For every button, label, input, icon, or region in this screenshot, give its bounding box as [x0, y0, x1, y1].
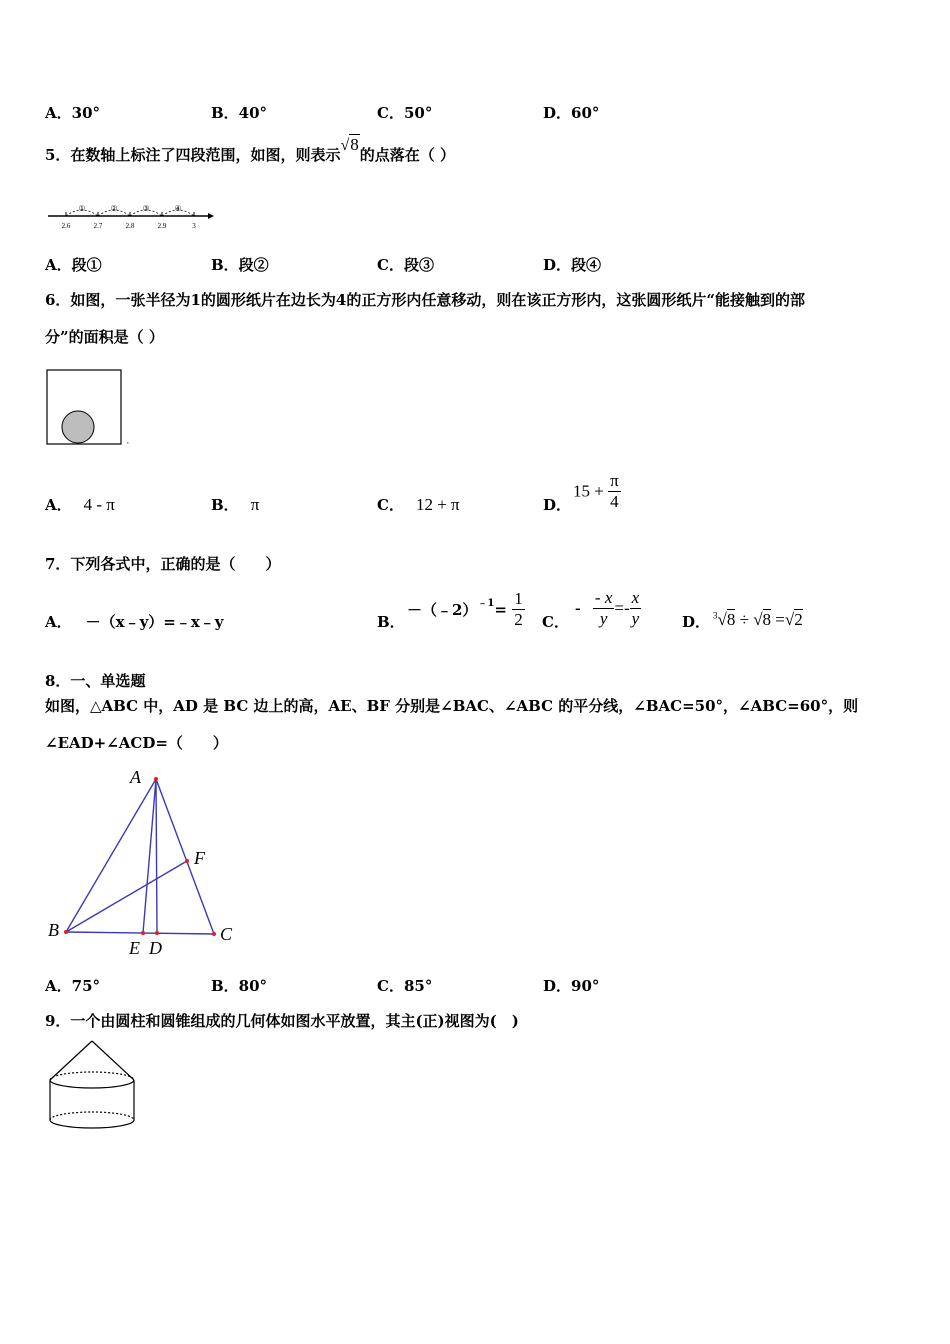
q7-option-c-numerator-2: x — [631, 588, 640, 607]
q4-option-a: A．30° — [45, 104, 101, 122]
q7-option-d-radicand-1: 8 — [726, 610, 736, 629]
q8-stem-line1: 如图，△ABC 中，AD 是 BC 边上的高，AE、BF 分别是∠BAC、∠ABC 的平分线，∠BAC=50°，∠ABC=60°，则 — [45, 697, 859, 715]
q6-option-d-numerator: π — [610, 471, 619, 490]
q7-option-b-label: B． — [377, 613, 405, 631]
q5-stem-before: 5．在数轴上标注了四段范围，如图，则表示 — [45, 146, 341, 164]
q8-point-a — [154, 777, 158, 781]
q7-option-b-expr — [407, 589, 525, 630]
q7-option-a-expr: －（x﹣y）=﹣x﹣y — [85, 613, 224, 631]
q8-point-e — [141, 931, 145, 935]
q7-option-b-denominator: 2 — [514, 610, 523, 629]
q5-tick-label-1: 2.6 — [61, 222, 71, 230]
q8-label-a: A — [130, 767, 141, 787]
q7-option-d-equals: = — [775, 610, 785, 629]
q4-option-b: B．40° — [211, 104, 268, 122]
q6-option-b-expr: π — [250, 495, 260, 514]
q9-cone-cylinder-figure — [46, 1038, 140, 1134]
q7-option-d-expr: $^3$√8 ÷ √8 =√2 — [713, 610, 803, 629]
q5-radical: √8 — [340, 135, 359, 154]
q7-option-c-equals: =- — [614, 598, 630, 618]
q6-option-d-whole: 15 + — [573, 481, 604, 501]
q8-option-b: B．80° — [211, 977, 268, 995]
q8-option-d: D．90° — [543, 977, 600, 995]
q5-segment-mark-4: ④ — [174, 204, 182, 213]
q5-stem — [45, 135, 455, 165]
q8-label-d: D — [149, 938, 162, 958]
q6-option-b — [211, 494, 259, 515]
q5-option-c: C．段③ — [377, 256, 434, 274]
q5-segment-mark-1: ① — [78, 204, 86, 213]
q6-circle-paper — [62, 411, 94, 443]
q8-point-f — [185, 859, 189, 863]
q7-option-d-label: D． — [682, 613, 711, 631]
q7-stem: 7．下列各式中，正确的是（ ） — [45, 555, 281, 573]
q7-option-b-numerator: 1 — [514, 589, 523, 608]
q5-tick-label-4: 2.9 — [157, 222, 167, 230]
q8-heading: 8．一、单选题 — [45, 672, 146, 690]
q7-option-a — [45, 611, 224, 632]
q7-option-c-denominator-2: y — [631, 609, 640, 628]
q7-option-b-exponent: ﹣1 — [477, 597, 495, 609]
q6-option-a — [45, 494, 115, 515]
q8-triangle-figure — [44, 764, 244, 960]
q7-option-a-label: A． — [45, 613, 72, 631]
q8-point-c — [212, 932, 216, 936]
q6-option-c — [377, 494, 460, 515]
q6-square-figure — [46, 369, 132, 449]
q7-option-c-numerator-1: - x — [594, 588, 613, 607]
q6-option-d-denominator: 4 — [610, 492, 619, 511]
q6-option-d-label: D． — [543, 496, 572, 514]
q8-label-e: E — [129, 938, 140, 958]
q8-option-a: A．75° — [45, 977, 101, 995]
q5-segment-mark-3: ③ — [142, 204, 150, 213]
q7-option-c-expr — [575, 588, 641, 629]
q7-option-d-radicand-3: 2 — [794, 610, 803, 629]
q9-stem: 9．一个由圆柱和圆锥组成的几何体如图水平放置，其主(正)视图为( ) — [45, 1012, 519, 1030]
q5-option-d: D．段④ — [543, 256, 602, 274]
q7-option-b-equals: = — [494, 600, 507, 619]
q5-tick-label-3: 2.8 — [125, 222, 135, 230]
q8-point-b — [64, 930, 68, 934]
q8-stem-line2: ∠EAD+∠ACD=（ ） — [45, 734, 228, 752]
q8-triangle-lines — [66, 779, 214, 934]
q7-option-b-base: －（﹣2） — [407, 601, 478, 619]
q8-point-d — [155, 931, 159, 935]
q7-option-d-divide: ÷ — [739, 610, 749, 629]
q8-label-f: F — [194, 848, 205, 868]
q5-tick-label-2: 2.7 — [93, 222, 103, 230]
q5-stem-after: 的点落在（ ） — [359, 146, 455, 164]
q6-option-c-label: C． — [377, 496, 404, 514]
q6-option-d-expr — [573, 471, 621, 512]
q5-number-line — [46, 198, 216, 234]
q6-stem-line2: 分”的面积是（ ） — [45, 328, 164, 346]
q6-option-c-expr: 12 + π — [415, 495, 460, 514]
q7-option-c-denominator-1: y — [599, 609, 608, 628]
q5-segment-mark-2: ② — [110, 204, 118, 213]
q5-tick-label-5: 3 — [192, 222, 196, 230]
q4-option-c: C．50° — [377, 104, 433, 122]
q7-option-c-minus: - — [575, 598, 581, 618]
q7-option-c-label: C． — [542, 613, 569, 631]
q8-option-c: C．85° — [377, 977, 433, 995]
q5-option-a: A．段① — [45, 256, 102, 274]
q5-option-b: B．段② — [211, 256, 269, 274]
q6-option-b-label: B． — [211, 496, 239, 514]
q6-option-a-label: A． — [45, 496, 72, 514]
q8-label-b: B — [48, 920, 59, 940]
q6-stem-line1: 6．如图，一张半径为1的圆形纸片在边长为4的正方形内任意移动，则在该正方形内，这张圆形纸片“能接触到的部 — [45, 291, 805, 309]
q4-option-d: D．60° — [543, 104, 600, 122]
q6-option-a-expr: 4 - π — [83, 495, 115, 514]
q8-label-c: C — [220, 924, 233, 944]
q7-option-d-radicand-2: 8 — [762, 610, 772, 629]
q7-option-d-index: 3 — [713, 610, 718, 621]
